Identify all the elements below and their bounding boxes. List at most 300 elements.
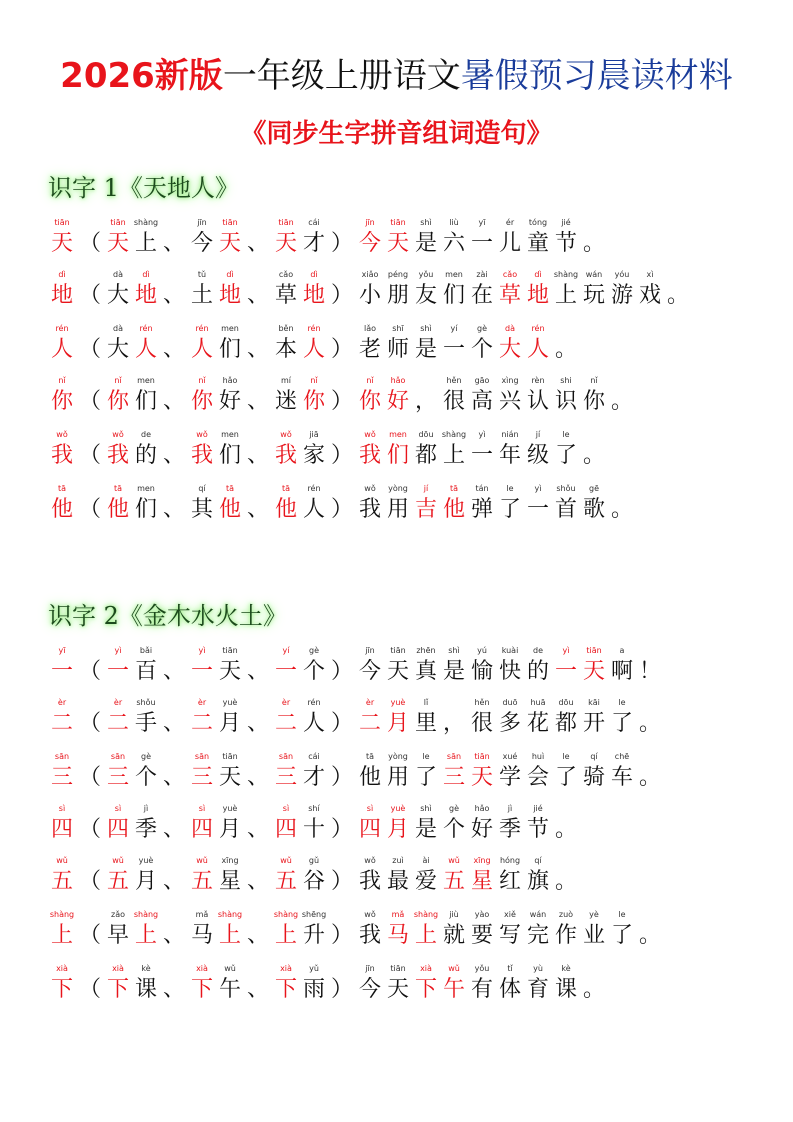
- character-cell: [608, 750, 636, 802]
- hanzi-character: 早: [106, 923, 129, 948]
- hanzi-character: 旗: [526, 869, 549, 894]
- character-cell: [216, 374, 244, 426]
- hanzi-character: 下: [50, 977, 73, 1002]
- hanzi-character: 弹: [470, 497, 493, 522]
- hanzi-character: 马: [386, 923, 409, 948]
- character-cell: [48, 854, 76, 906]
- hanzi-character: 了: [554, 765, 577, 790]
- hanzi-character: 小: [358, 283, 381, 308]
- hanzi-character: 地: [50, 283, 73, 308]
- pinyin-label: xià: [56, 964, 68, 973]
- character-cell: [552, 216, 580, 268]
- pinyin-label: qí: [198, 484, 206, 493]
- pinyin-label: rén: [307, 324, 321, 333]
- hanzi-character: 、: [162, 231, 185, 256]
- character-cell: [216, 696, 244, 748]
- character-cell: [300, 962, 328, 1014]
- pinyin-label: yǒu: [418, 270, 434, 279]
- pinyin-label: tiān: [474, 752, 490, 761]
- hanzi-character: 、: [246, 389, 269, 414]
- hanzi-character: 很: [470, 711, 493, 736]
- hanzi-character: 个: [134, 765, 157, 790]
- hanzi-character: 花: [526, 711, 549, 736]
- character-cell: [300, 268, 328, 320]
- hanzi-character: 。: [554, 337, 577, 362]
- pinyin-label: le: [618, 910, 626, 919]
- pinyin-label: tā: [365, 752, 375, 761]
- hanzi-character: 下: [190, 977, 213, 1002]
- pinyin-label: men: [445, 270, 463, 279]
- pinyin-label: dì: [534, 270, 542, 279]
- character-cell: [580, 216, 608, 268]
- hanzi-character: 我: [274, 443, 297, 468]
- pinyin-label: men: [137, 484, 155, 493]
- hanzi-character: 一: [470, 231, 493, 256]
- pinyin-label: yù: [533, 964, 543, 973]
- pinyin-label: shàng: [133, 910, 159, 919]
- pinyin-label: kāi: [588, 698, 600, 707]
- hanzi-character: 用: [386, 497, 409, 522]
- character-cell: [524, 854, 552, 906]
- hanzi-character: 在: [470, 283, 493, 308]
- pinyin-label: shī: [392, 324, 404, 333]
- hanzi-character: 天: [218, 765, 241, 790]
- character-cell: [216, 216, 244, 268]
- pinyin-label: wǒ: [56, 430, 68, 439]
- hanzi-character: 四: [106, 817, 129, 842]
- character-cell: [132, 216, 160, 268]
- hanzi-character: 人: [302, 337, 325, 362]
- pinyin-label: zuì: [392, 856, 404, 865]
- pinyin-label: yuè: [390, 698, 406, 707]
- hanzi-character: 是: [414, 231, 437, 256]
- hanzi-character: （: [78, 923, 101, 948]
- pinyin-label: dì: [58, 270, 66, 279]
- pinyin-label: yì: [114, 646, 122, 655]
- hanzi-character: 、: [246, 283, 269, 308]
- pinyin-label: zuò: [558, 910, 574, 919]
- hanzi-character: 、: [246, 659, 269, 684]
- pinyin-label: yì: [198, 646, 206, 655]
- character-cell: [608, 644, 636, 696]
- hanzi-character: 五: [274, 869, 297, 894]
- hanzi-character: 高: [470, 389, 493, 414]
- hanzi-character: 们: [386, 443, 409, 468]
- pinyin-label: jīn: [197, 218, 207, 227]
- hanzi-character: 用: [386, 765, 409, 790]
- pinyin-label: jīn: [365, 218, 375, 227]
- hanzi-character: 月: [218, 817, 241, 842]
- hanzi-character: 们: [134, 389, 157, 414]
- character-cell: [48, 322, 76, 374]
- vocab-row: [48, 374, 636, 426]
- pinyin-label: rèn: [531, 376, 545, 385]
- pinyin-label: xì: [646, 270, 654, 279]
- pinyin-label: bǎi: [139, 646, 153, 655]
- pinyin-label: yī: [58, 646, 66, 655]
- hanzi-character: 大: [498, 337, 521, 362]
- character-cell: [216, 908, 244, 960]
- pinyin-label: xiě: [504, 910, 516, 919]
- pinyin-label: shàng: [217, 910, 243, 919]
- hanzi-character: 的: [526, 659, 549, 684]
- pinyin-label: a: [619, 646, 625, 655]
- pinyin-label: jié: [533, 804, 543, 813]
- pinyin-label: sān: [278, 752, 294, 761]
- character-cell: [580, 482, 608, 534]
- hanzi-character: 、: [162, 283, 185, 308]
- hanzi-character: 四: [358, 817, 381, 842]
- hanzi-character: 四: [190, 817, 213, 842]
- pinyin-label: chē: [614, 752, 630, 761]
- pinyin-label: qí: [590, 752, 598, 761]
- pinyin-label: sì: [198, 804, 206, 813]
- hanzi-character: 快: [498, 659, 521, 684]
- character-cell: [412, 696, 440, 748]
- pinyin-label: wǔ: [448, 964, 460, 973]
- hanzi-character: 个: [470, 337, 493, 362]
- hanzi-character: 天: [470, 765, 493, 790]
- character-cell: [300, 802, 328, 854]
- hanzi-character: （: [78, 443, 101, 468]
- hanzi-character: 了: [554, 443, 577, 468]
- pinyin-label: wǒ: [364, 856, 376, 865]
- vocab-row: [48, 908, 664, 960]
- pinyin-label: shì: [448, 646, 460, 655]
- pinyin-label: tā: [449, 484, 459, 493]
- hanzi-character: 是: [442, 659, 465, 684]
- hanzi-character: 天: [50, 231, 73, 256]
- pinyin-label: jīn: [365, 964, 375, 973]
- hanzi-character: 天: [274, 231, 297, 256]
- hanzi-character: 个: [442, 817, 465, 842]
- hanzi-character: 人: [50, 337, 73, 362]
- pinyin-label: duō: [502, 698, 518, 707]
- pinyin-label: shàng: [133, 218, 159, 227]
- hanzi-character: 地: [218, 283, 241, 308]
- hanzi-character: 个: [302, 659, 325, 684]
- hanzi-character: 一: [526, 497, 549, 522]
- hanzi-character: 们: [218, 443, 241, 468]
- character-cell: [216, 322, 244, 374]
- section-heading: 识字 1《天地人》: [48, 174, 239, 202]
- pinyin-label: men: [389, 430, 407, 439]
- pinyin-label: hěn: [474, 698, 490, 707]
- character-cell: [48, 802, 76, 854]
- hanzi-character: 会: [526, 765, 549, 790]
- hanzi-character: 上: [218, 923, 241, 948]
- hanzi-character: 兴: [498, 389, 521, 414]
- hanzi-character: 你: [358, 389, 381, 414]
- hanzi-character: 、: [162, 497, 185, 522]
- hanzi-character: 歌: [582, 497, 605, 522]
- pinyin-label: de: [533, 646, 543, 655]
- hanzi-character: 午: [218, 977, 241, 1002]
- pinyin-label: jì: [143, 804, 149, 813]
- hanzi-character: 、: [162, 817, 185, 842]
- page-title: [0, 54, 793, 98]
- hanzi-character: 、: [162, 923, 185, 948]
- hanzi-character: 、: [162, 443, 185, 468]
- pinyin-label: dì: [310, 270, 318, 279]
- vocab-row: [48, 802, 580, 854]
- hanzi-character: 我: [190, 443, 213, 468]
- pinyin-label: wǒ: [364, 484, 376, 493]
- pinyin-label: sì: [114, 804, 122, 813]
- pinyin-label: gāo: [474, 376, 490, 385]
- character-cell: [48, 750, 76, 802]
- character-cell: [48, 696, 76, 748]
- hanzi-character: ）: [330, 659, 353, 684]
- hanzi-character: 下: [414, 977, 437, 1002]
- hanzi-character: ！: [638, 659, 661, 684]
- hanzi-character: 节: [554, 231, 577, 256]
- pinyin-label: shì: [420, 804, 432, 813]
- hanzi-character: 下: [106, 977, 129, 1002]
- pinyin-label: yuè: [222, 698, 238, 707]
- character-cell: [552, 962, 580, 1014]
- hanzi-character: 节: [526, 817, 549, 842]
- character-cell: [664, 268, 692, 320]
- hanzi-character: 认: [526, 389, 549, 414]
- pinyin-label: sì: [282, 804, 290, 813]
- hanzi-character: 、: [246, 231, 269, 256]
- hanzi-character: 上: [414, 923, 437, 948]
- vocab-row: [48, 750, 664, 802]
- character-cell: [608, 908, 636, 960]
- pinyin-label: jiù: [449, 910, 459, 919]
- hanzi-character: 、: [246, 869, 269, 894]
- hanzi-character: 季: [134, 817, 157, 842]
- character-cell: [132, 802, 160, 854]
- pinyin-label: lǐ: [423, 698, 429, 707]
- hanzi-character: 师: [386, 337, 409, 362]
- pinyin-label: jié: [561, 218, 571, 227]
- pinyin-label: jiā: [309, 430, 319, 439]
- hanzi-character: 、: [162, 389, 185, 414]
- pinyin-label: nǐ: [58, 376, 66, 385]
- hanzi-character: 好: [218, 389, 241, 414]
- pinyin-label: shi: [560, 376, 572, 385]
- hanzi-character: （: [78, 711, 101, 736]
- character-cell: [300, 482, 328, 534]
- hanzi-character: 三: [274, 765, 297, 790]
- pinyin-label: yì: [478, 430, 486, 439]
- pinyin-label: wǒ: [364, 910, 376, 919]
- pinyin-label: tiān: [222, 752, 238, 761]
- pinyin-label: tǔ: [197, 270, 207, 279]
- hanzi-character: 三: [50, 765, 73, 790]
- hanzi-character: 是: [414, 337, 437, 362]
- pinyin-label: gè: [449, 804, 459, 813]
- character-cell: [216, 854, 244, 906]
- pinyin-label: tiān: [278, 218, 294, 227]
- hanzi-character: （: [78, 659, 101, 684]
- character-cell: [580, 428, 608, 480]
- hanzi-character: 人: [526, 337, 549, 362]
- hanzi-character: 五: [50, 869, 73, 894]
- pinyin-label: shí: [308, 804, 320, 813]
- hanzi-character: 。: [610, 389, 633, 414]
- hanzi-character: （: [78, 231, 101, 256]
- pinyin-label: cǎo: [502, 270, 518, 279]
- hanzi-character: 有: [470, 977, 493, 1002]
- hanzi-character: 课: [554, 977, 577, 1002]
- character-cell: [216, 268, 244, 320]
- hanzi-character: 了: [414, 765, 437, 790]
- hanzi-character: 。: [638, 711, 661, 736]
- character-cell: [216, 644, 244, 696]
- pinyin-label: rén: [139, 324, 153, 333]
- hanzi-character: 、: [246, 497, 269, 522]
- character-cell: [48, 216, 76, 268]
- pinyin-label: qí: [534, 856, 542, 865]
- pinyin-label: tóng: [528, 218, 548, 227]
- hanzi-character: 土: [190, 283, 213, 308]
- pinyin-label: xué: [502, 752, 518, 761]
- pinyin-label: huā: [530, 698, 546, 707]
- hanzi-character: 大: [106, 283, 129, 308]
- pinyin-label: sān: [54, 752, 70, 761]
- hanzi-character: 级: [526, 443, 549, 468]
- pinyin-label: ài: [422, 856, 430, 865]
- character-cell: [608, 696, 636, 748]
- hanzi-character: 、: [246, 817, 269, 842]
- character-cell: [300, 696, 328, 748]
- pinyin-label: nǐ: [114, 376, 122, 385]
- pinyin-label: lǎo: [363, 324, 377, 333]
- pinyin-label: yǒu: [474, 964, 490, 973]
- pinyin-label: tiān: [222, 218, 238, 227]
- hanzi-character: 月: [386, 817, 409, 842]
- pinyin-label: tā: [113, 484, 123, 493]
- pinyin-label: le: [618, 698, 626, 707]
- hanzi-character: 首: [554, 497, 577, 522]
- character-cell: [384, 374, 412, 426]
- character-cell: [300, 750, 328, 802]
- pinyin-label: wǒ: [112, 430, 124, 439]
- hanzi-character: 他: [50, 497, 73, 522]
- hanzi-character: 我: [358, 497, 381, 522]
- hanzi-character: 。: [610, 497, 633, 522]
- hanzi-character: 你: [106, 389, 129, 414]
- pinyin-label: shàng: [441, 430, 467, 439]
- hanzi-character: ，: [414, 389, 437, 414]
- hanzi-character: 开: [582, 711, 605, 736]
- pinyin-label: wǒ: [196, 430, 208, 439]
- hanzi-character: 二: [274, 711, 297, 736]
- hanzi-character: 你: [302, 389, 325, 414]
- hanzi-character: 。: [638, 923, 661, 948]
- hanzi-character: 了: [610, 711, 633, 736]
- pinyin-label: tiān: [222, 646, 238, 655]
- pinyin-label: dì: [142, 270, 150, 279]
- character-cell: [132, 644, 160, 696]
- hanzi-character: 升: [302, 923, 325, 948]
- hanzi-character: 友: [414, 283, 437, 308]
- pinyin-label: nǐ: [198, 376, 206, 385]
- pinyin-label: dà: [113, 324, 123, 333]
- title-material-part: 暑假预习晨读材料: [460, 56, 733, 96]
- hanzi-character: 好: [470, 817, 493, 842]
- hanzi-character: 其: [190, 497, 213, 522]
- hanzi-character: 要: [470, 923, 493, 948]
- hanzi-character: 谷: [302, 869, 325, 894]
- hanzi-character: （: [78, 869, 101, 894]
- character-cell: [216, 428, 244, 480]
- character-cell: [132, 322, 160, 374]
- pinyin-label: yí: [282, 646, 290, 655]
- character-cell: [216, 750, 244, 802]
- hanzi-character: 、: [162, 869, 185, 894]
- pinyin-label: mǎ: [195, 910, 209, 919]
- pinyin-label: tiān: [390, 646, 406, 655]
- hanzi-character: 他: [218, 497, 241, 522]
- character-cell: [300, 644, 328, 696]
- character-cell: [552, 854, 580, 906]
- hanzi-character: 二: [50, 711, 73, 736]
- hanzi-character: （: [78, 283, 101, 308]
- vocab-row: [48, 854, 580, 906]
- hanzi-character: 我: [358, 923, 381, 948]
- character-cell: [132, 854, 160, 906]
- hanzi-character: 上: [50, 923, 73, 948]
- hanzi-character: 二: [358, 711, 381, 736]
- pinyin-label: huì: [531, 752, 545, 761]
- pinyin-label: sì: [366, 804, 374, 813]
- hanzi-character: 天: [386, 659, 409, 684]
- hanzi-character: 业: [582, 923, 605, 948]
- hanzi-character: 、: [246, 337, 269, 362]
- pinyin-label: èr: [197, 698, 207, 707]
- pinyin-label: èr: [113, 698, 123, 707]
- hanzi-character: 。: [582, 231, 605, 256]
- pinyin-label: hǎo: [390, 376, 406, 385]
- pinyin-label: yí: [450, 324, 458, 333]
- pinyin-label: shì: [420, 218, 432, 227]
- pinyin-label: dì: [226, 270, 234, 279]
- hanzi-character: 年: [498, 443, 521, 468]
- pinyin-label: xià: [112, 964, 124, 973]
- hanzi-character: 。: [554, 869, 577, 894]
- vocab-row: [48, 962, 608, 1014]
- hanzi-character: 本: [274, 337, 297, 362]
- hanzi-character: 、: [162, 977, 185, 1002]
- hanzi-character: 五: [442, 869, 465, 894]
- pinyin-label: tā: [57, 484, 67, 493]
- hanzi-character: 朋: [386, 283, 409, 308]
- pinyin-label: cǎo: [278, 270, 294, 279]
- title-grade-part: 一年级上册语文: [222, 56, 461, 96]
- pinyin-label: tiān: [110, 218, 126, 227]
- pinyin-label: gè: [141, 752, 151, 761]
- pinyin-label: shàng: [273, 910, 299, 919]
- hanzi-character: 今: [358, 977, 381, 1002]
- character-cell: [216, 482, 244, 534]
- pinyin-label: èr: [365, 698, 375, 707]
- character-cell: [132, 750, 160, 802]
- character-cell: [608, 374, 636, 426]
- character-cell: [524, 322, 552, 374]
- pinyin-label: hǎo: [222, 376, 238, 385]
- hanzi-character: 三: [442, 765, 465, 790]
- pinyin-label: wǔ: [280, 856, 292, 865]
- pinyin-label: yóu: [614, 270, 630, 279]
- hanzi-character: 、: [162, 659, 185, 684]
- pinyin-label: péng: [387, 270, 409, 279]
- hanzi-character: 五: [106, 869, 129, 894]
- hanzi-character: 草: [274, 283, 297, 308]
